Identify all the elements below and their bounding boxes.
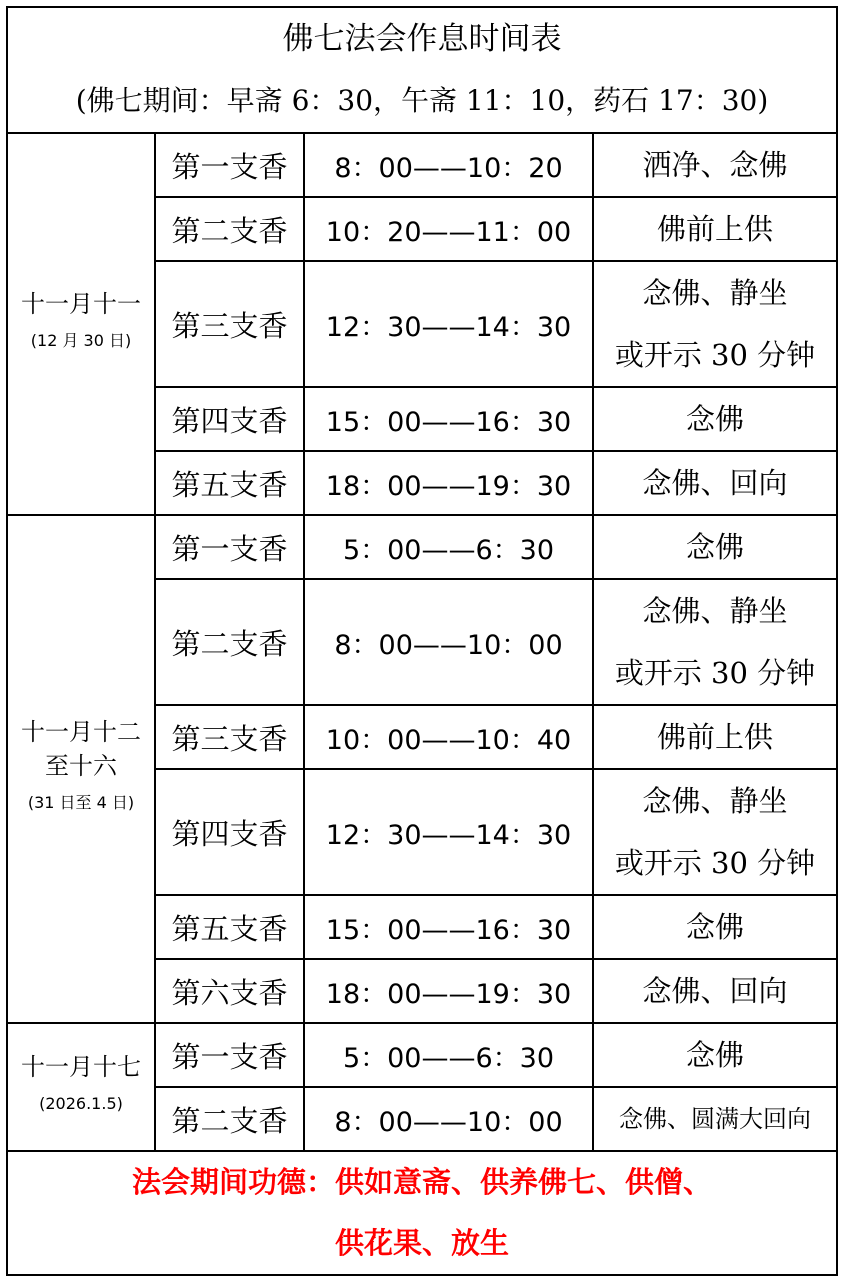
session-name: 第二支香	[155, 1087, 304, 1151]
day-label: 十一月十七	[21, 1053, 141, 1081]
session-time: 12：30——14：30	[304, 769, 593, 895]
session-name: 第四支香	[155, 769, 304, 895]
merit-line-1: 法会期间功德：供如意斋、供养佛七、供僧、	[132, 1165, 713, 1199]
session-name: 第一支香	[155, 133, 304, 197]
session-time: 5：00——6：30	[304, 1023, 593, 1087]
session-name: 第三支香	[155, 705, 304, 769]
activity-line: 念佛、静坐	[642, 594, 788, 628]
activity-line: 念佛、静坐	[642, 784, 788, 818]
session-name: 第四支香	[155, 387, 304, 451]
session-activity: 念佛、回向	[593, 451, 837, 515]
session-name: 第一支香	[155, 1023, 304, 1087]
merit-note	[7, 1151, 837, 1275]
session-activity	[593, 769, 837, 895]
session-time: 18：00——19：30	[304, 451, 593, 515]
day-label: 十一月十一	[21, 290, 141, 318]
session-time: 18：00——19：30	[304, 959, 593, 1023]
session-name: 第五支香	[155, 451, 304, 515]
day-label: 十一月十二	[21, 718, 141, 746]
day-date: (31 日至 4 日)	[27, 793, 135, 812]
session-activity: 佛前上供	[593, 705, 837, 769]
session-activity: 念佛	[593, 1023, 837, 1087]
table-header	[7, 7, 837, 133]
session-name: 第六支香	[155, 959, 304, 1023]
schedule-table	[6, 6, 838, 1276]
session-name: 第三支香	[155, 261, 304, 387]
activity-line: 或开示 30 分钟	[614, 338, 816, 372]
merit-line-2: 供花果、放生	[335, 1226, 510, 1260]
session-time: 8：00——10：20	[304, 133, 593, 197]
day-cell-1	[7, 133, 155, 515]
schedule-sheet	[6, 6, 836, 1268]
day-cell-3	[7, 1023, 155, 1151]
session-time: 12：30——14：30	[304, 261, 593, 387]
activity-line: 或开示 30 分钟	[614, 656, 816, 690]
session-activity: 念佛、圆满大回向	[593, 1087, 837, 1151]
session-time: 15：00——16：30	[304, 387, 593, 451]
day-label-2: 至十六	[45, 752, 117, 780]
session-activity: 佛前上供	[593, 197, 837, 261]
page-title: 佛七法会作息时间表	[282, 21, 562, 57]
activity-line: 念佛、静坐	[642, 276, 788, 310]
session-time: 8：00——10：00	[304, 579, 593, 705]
day-date: (12 月 30 日)	[30, 331, 132, 350]
session-name: 第五支香	[155, 895, 304, 959]
session-activity: 念佛、回向	[593, 959, 837, 1023]
session-time: 15：00——16：30	[304, 895, 593, 959]
session-name: 第一支香	[155, 515, 304, 579]
activity-line: 或开示 30 分钟	[614, 846, 816, 880]
session-name: 第二支香	[155, 579, 304, 705]
session-activity	[593, 579, 837, 705]
session-activity	[593, 261, 837, 387]
day-cell-2	[7, 515, 155, 1023]
session-time: 10：20——11：00	[304, 197, 593, 261]
session-name: 第二支香	[155, 197, 304, 261]
day-date: (2026.1.5)	[39, 1094, 123, 1113]
session-time: 8：00——10：00	[304, 1087, 593, 1151]
meal-times-note: (佛七期间：早斋 6：30，午斋 11：10，药石 17：30)	[75, 84, 769, 117]
session-activity: 念佛	[593, 515, 837, 579]
session-activity: 念佛	[593, 387, 837, 451]
session-time: 5：00——6：30	[304, 515, 593, 579]
session-time: 10：00——10：40	[304, 705, 593, 769]
session-activity: 洒净、念佛	[593, 133, 837, 197]
session-activity: 念佛	[593, 895, 837, 959]
